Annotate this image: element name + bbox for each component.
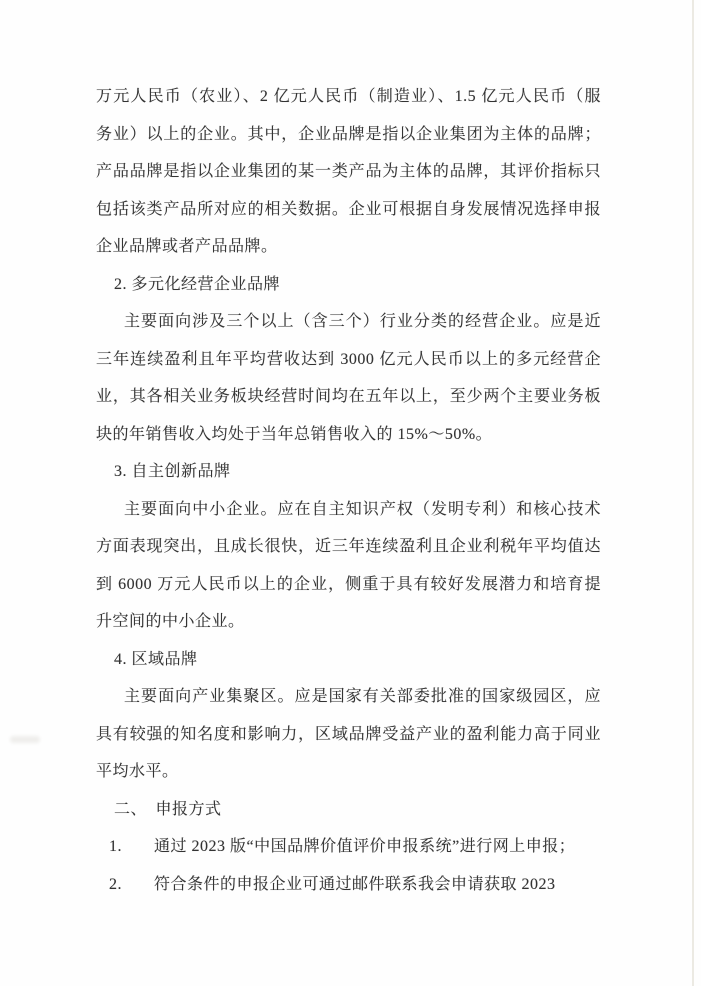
- text-line: 二、 申报方式: [114, 800, 222, 818]
- text-line: 方面表现突出，且成长很快，近三年连续盈利且企业利税年平均值达: [96, 538, 601, 555]
- text-line: 到 6000 万元人民币以上的企业，侧重于具有较好发展潜力和培育提: [96, 575, 601, 593]
- text-line: 1. 通过 2023 版“中国品牌价值评价申报系统”进行网上申报；: [96, 828, 601, 866]
- text-line: 4. 区域品牌: [114, 650, 198, 668]
- text-line: 企业品牌或者产品品牌。: [96, 238, 278, 255]
- scan-edge-line-artifact: [692, 0, 694, 986]
- text-line: 包括该类产品所对应的相关数据。企业可根据自身发展情况选择申报: [96, 200, 601, 218]
- scan-smudge-artifact: [10, 736, 40, 743]
- text-line: 2. 符合条件的申报企业可通过邮件联系我会申请获取 2023: [96, 866, 601, 904]
- text-line: 务业）以上的企业。其中，企业品牌是指以企业集团为主体的品牌；: [96, 125, 601, 143]
- text-line: 具有较强的知名度和影响力，区域品牌受益产业的盈利能力高于同业: [96, 725, 601, 743]
- text-line: 主要面向中小企业。应在自主知识产权（发明专利）和核心技术: [124, 500, 601, 518]
- text-line: 平均水平。: [96, 763, 179, 780]
- text-line: 三年连续盈利且年平均营收达到 3000 亿元人民币以上的多元经营企: [96, 350, 601, 368]
- list-number: 2.: [109, 875, 122, 893]
- text-line: 2. 多元化经营企业品牌: [114, 275, 281, 293]
- text-line: 万元人民币（农业）、2 亿元人民币（制造业）、1.5 亿元人民币（服: [96, 88, 601, 105]
- text-line: 块的年销售收入均处于当年总销售收入的 15%～50%。: [96, 425, 493, 443]
- text-line: 升空间的中小企业。: [96, 613, 245, 630]
- text-line: 业，其各相关业务板块经营时间均在五年以上，至少两个主要业务板: [96, 388, 601, 405]
- document-text-block: [96, 78, 601, 903]
- list-number: 1.: [109, 838, 122, 855]
- text-line: 主要面向涉及三个以上（含三个）行业分类的经营企业。应是近: [124, 313, 601, 330]
- text-line: 3. 自主创新品牌: [114, 463, 231, 480]
- text-line: 主要面向产业集聚区。应是国家有关部委批准的国家级园区，应: [124, 688, 601, 705]
- text-line: 产品品牌是指以企业集团的某一类产品为主体的品牌，其评价指标只: [96, 163, 601, 180]
